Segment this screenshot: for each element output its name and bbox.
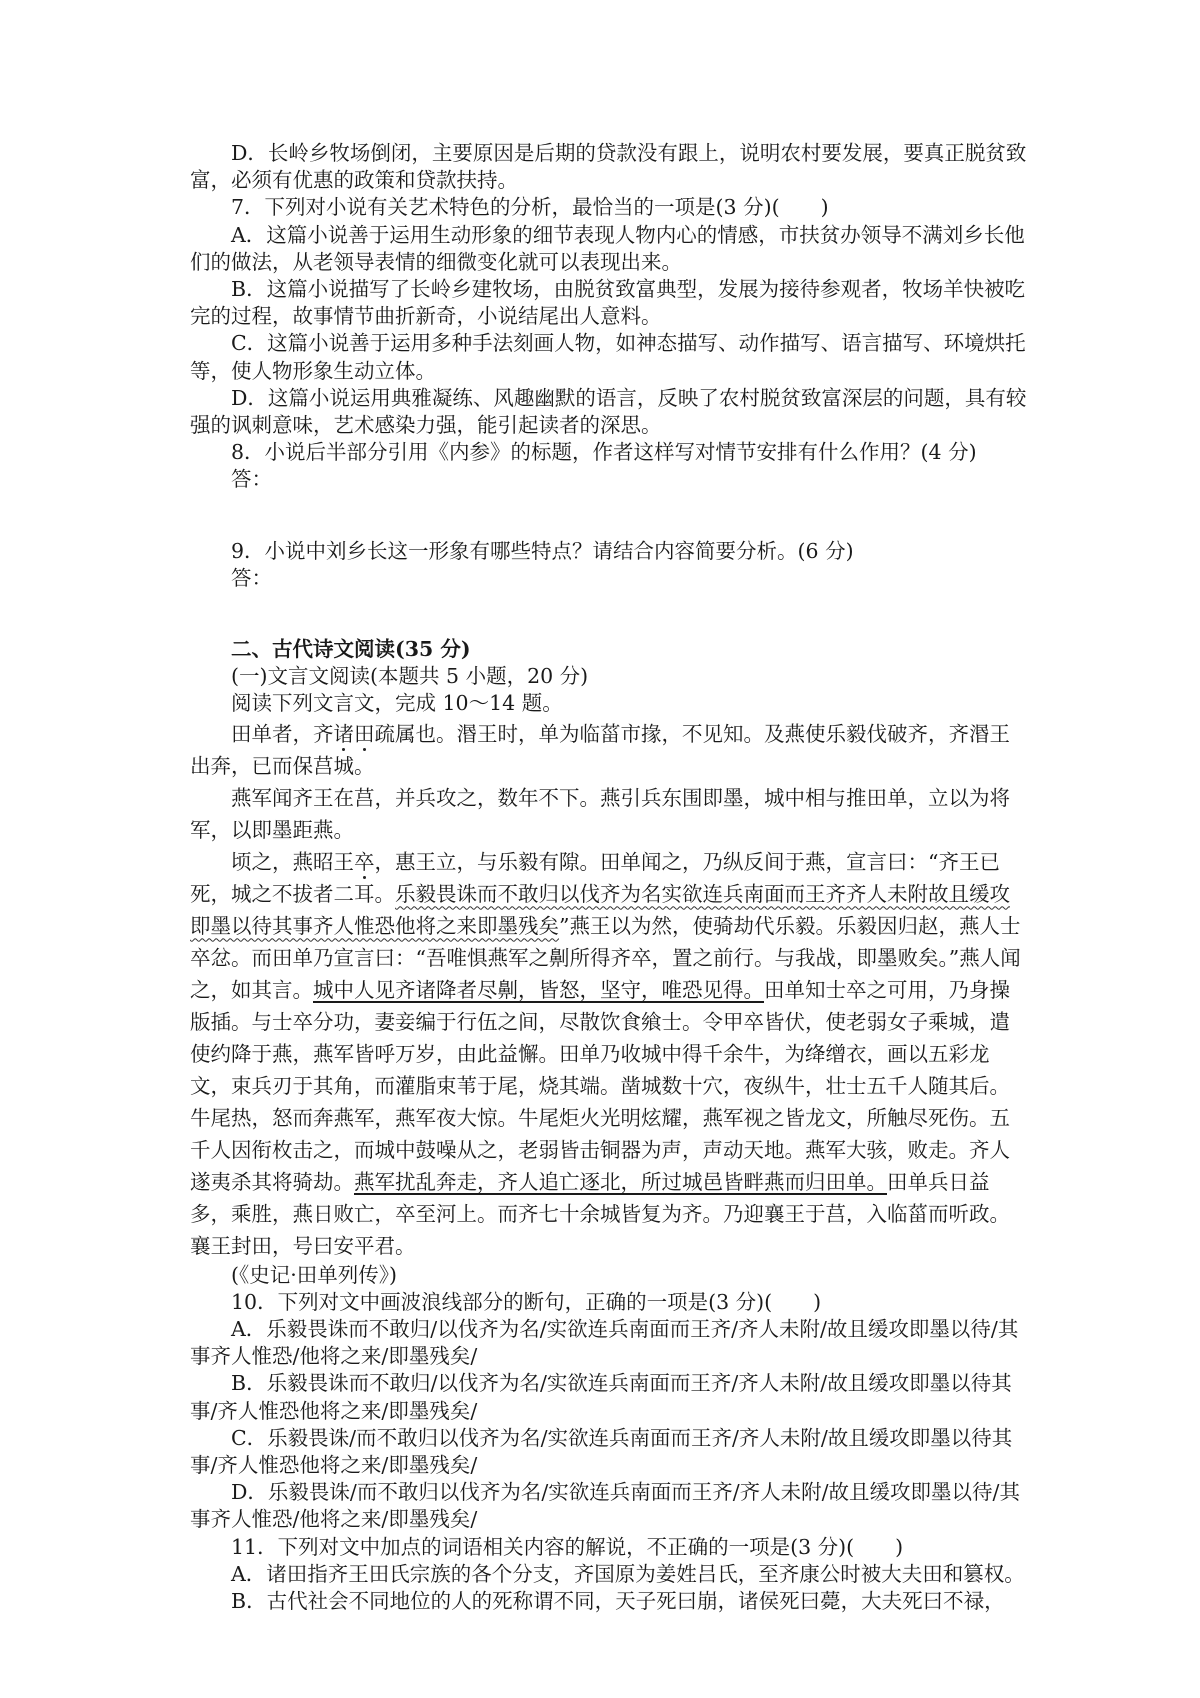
- passage-paragraph-2: 燕军闻齐王在莒，并兵攻之，数年不下。燕引兵东围即墨，城中相与推田单，立以为将军，以即墨距燕。: [190, 785, 1010, 842]
- passage-text: ”燕王以为然，使骑劫代乐毅。乐毅因归赵，燕人士卒忿。而田单乃宣言曰：“吾唯惧燕军之劓所得齐卒，置之前行。与我战，即墨败矣。”燕人闻之，如其言。: [190, 913, 1021, 1002]
- wavy-underlined-text: 乐毅畏诛而不敢归以伐齐为名实欲连兵南面而王齐齐人未附故且缓攻即墨以待其事齐人惟恐他将之来即墨残矣: [190, 881, 1010, 938]
- q10-option-a: A．乐毅畏诛而不敢归/以伐齐为名/实欲连兵南面而王齐/齐人未附/故且缓攻即墨以待/其事齐人惟恐/他将之来/即墨残矣/: [190, 1317, 1019, 1369]
- passage-paragraph-1: [190, 718, 1030, 782]
- q7-option-a: A．这篇小说善于运用生动形象的细节表现人物内心的情感，市扶贫办领导不满刘乡长他们的做法，从老领导表情的细微变化就可以表现出来。: [190, 222, 1025, 274]
- dotted-word: 诸: [333, 721, 354, 746]
- q7-stem: 7．下列对小说有关艺术特色的分析，最恰当的一项是(3 分)( ): [231, 195, 829, 220]
- passage-text: 田单兵日益多，乘胜，燕日败亡，卒至河上。而齐七十余城皆复为齐。乃迎襄王于莒，入临菑而听政。襄王封田，号曰安平君。: [190, 1169, 1010, 1258]
- classical-passage: [190, 718, 1030, 1262]
- section-instruction: 阅读下列文言文，完成 10～14 题。: [231, 691, 563, 716]
- passage-text: 疏属也。湣王时，单为临菑市掾，不见知。及燕使乐毅伐破齐，齐湣王出奔，已而保莒城。: [190, 721, 1010, 778]
- passage-paragraph-3: [190, 846, 1030, 1262]
- q10-option-c: C．乐毅畏诛/而不敢归以伐齐为名/实欲连兵南面而王齐/齐人未附/故且缓攻即墨以待其事/齐人惟恐他将之来/即墨残矣/: [190, 1425, 1013, 1478]
- q6-option-d: D．长岭乡牧场倒闭，主要原因是后期的贷款没有跟上，说明农村要发展，要真正脱贫致富，必须有优惠的政策和贷款扶持。: [190, 141, 1027, 193]
- passage-source: (《史记·田单列传》): [231, 1262, 398, 1287]
- q10-stem: 10．下列对文中画波浪线部分的断句，正确的一项是(3 分)( ): [231, 1289, 822, 1314]
- q8-answer-label: 答：: [231, 467, 272, 492]
- document-page: [190, 140, 1030, 1615]
- q8-stem: 8．小说后半部分引用《内参》的标题，作者这样写对情节安排有什么作用？(4 分): [231, 440, 977, 465]
- passage-text: 顷之，燕昭王: [231, 849, 354, 874]
- q11-option-b: B．古代社会不同地位的人的死称谓不同，天子死曰崩，诸侯死曰薨，大夫死曰不禄，: [231, 1589, 1005, 1614]
- underlined-sentence-1: 城中人见齐诸降者尽劓，皆怒，坚守，唯恐见得。: [313, 977, 764, 1002]
- passage-text: ，惠王立，与乐毅有隙。田单闻之，乃纵反间于燕，宣言曰：“齐王已死，城之不拔者二耳。: [190, 849, 1000, 906]
- q7-option-b: B．这篇小说描写了长岭乡建牧场，由脱贫致富典型，发展为接待参观者，牧场羊快被吃完的过程，故事情节曲折新奇，小说结尾出人意料。: [190, 277, 1026, 329]
- q7-option-d: D．这篇小说运用典雅凝练、风趣幽默的语言，反映了农村脱贫致富深层的问题，具有较强的讽刺意味，艺术感染力强，能引起读者的深思。: [190, 385, 1027, 438]
- q11-stem: 11．下列对文中加点的词语相关内容的解说，不正确的一项是(3 分)( ): [231, 1534, 904, 1559]
- section-title: 二、古代诗文阅读(35 分): [231, 637, 471, 662]
- q9-stem: 9．小说中刘乡长这一形象有哪些特点？请结合内容简要分析。(6 分): [231, 538, 854, 563]
- dotted-word: 田: [354, 721, 375, 746]
- q10-option-b: B．乐毅畏诛而不敢归/以伐齐为名/实欲连兵南面而王齐/齐人未附/故且缓攻即墨以待其事/齐人惟恐他将之来/即墨残矣/: [190, 1371, 1012, 1423]
- underlined-sentence-2: 燕军扰乱奔走，齐人追亡逐北，所过城邑皆畔燕而归田单。: [354, 1169, 887, 1194]
- q11-option-a: A．诸田指齐王田氏宗族的各个分支，齐国原为姜姓吕氏，至齐康公时被大夫田和篡权。: [231, 1561, 1025, 1586]
- passage-text: 田单者，齐: [231, 721, 334, 746]
- q9-answer-label: 答：: [231, 565, 272, 590]
- section-subtitle: (一)文言文阅读(本题共 5 小题，20 分): [231, 664, 589, 689]
- dotted-word: 卒: [354, 849, 375, 874]
- passage-text: 田单知士卒之可用，乃身操版插。与士卒分功，妻妾编于行伍之间，尽散饮食飨士。令甲卒皆伏，使老弱女子乘城，遣使约降于燕，燕军皆呼万岁，由此益懈。田单乃收城中得千余牛，为绛缯衣，画以五彩龙文，束兵刃于其角，而灌脂束苇于尾，烧其端。凿城数十穴，夜纵牛，壮士五千人随其后。牛尾热，怒而奔燕军，燕军夜大惊。牛尾炬火光明炫耀，燕军视之皆龙文，所触尽死伤。五千人因衔枚击之，而城中鼓噪从之，老弱皆击铜器为声，声动天地。燕军大骇，败走。齐人遂夷杀其将骑劫。: [190, 977, 1010, 1194]
- q7-option-c: C．这篇小说善于运用多种手法刻画人物，如神态描写、动作描写、语言描写、环境烘托等，使人物形象生动立体。: [190, 331, 1026, 383]
- q10-option-d: D．乐毅畏诛/而不敢归以伐齐为名/实欲连兵南面而王齐/齐人未附/故且缓攻即墨以待/其事齐人惟恐/他将之来/即墨残矣/: [190, 1480, 1020, 1532]
